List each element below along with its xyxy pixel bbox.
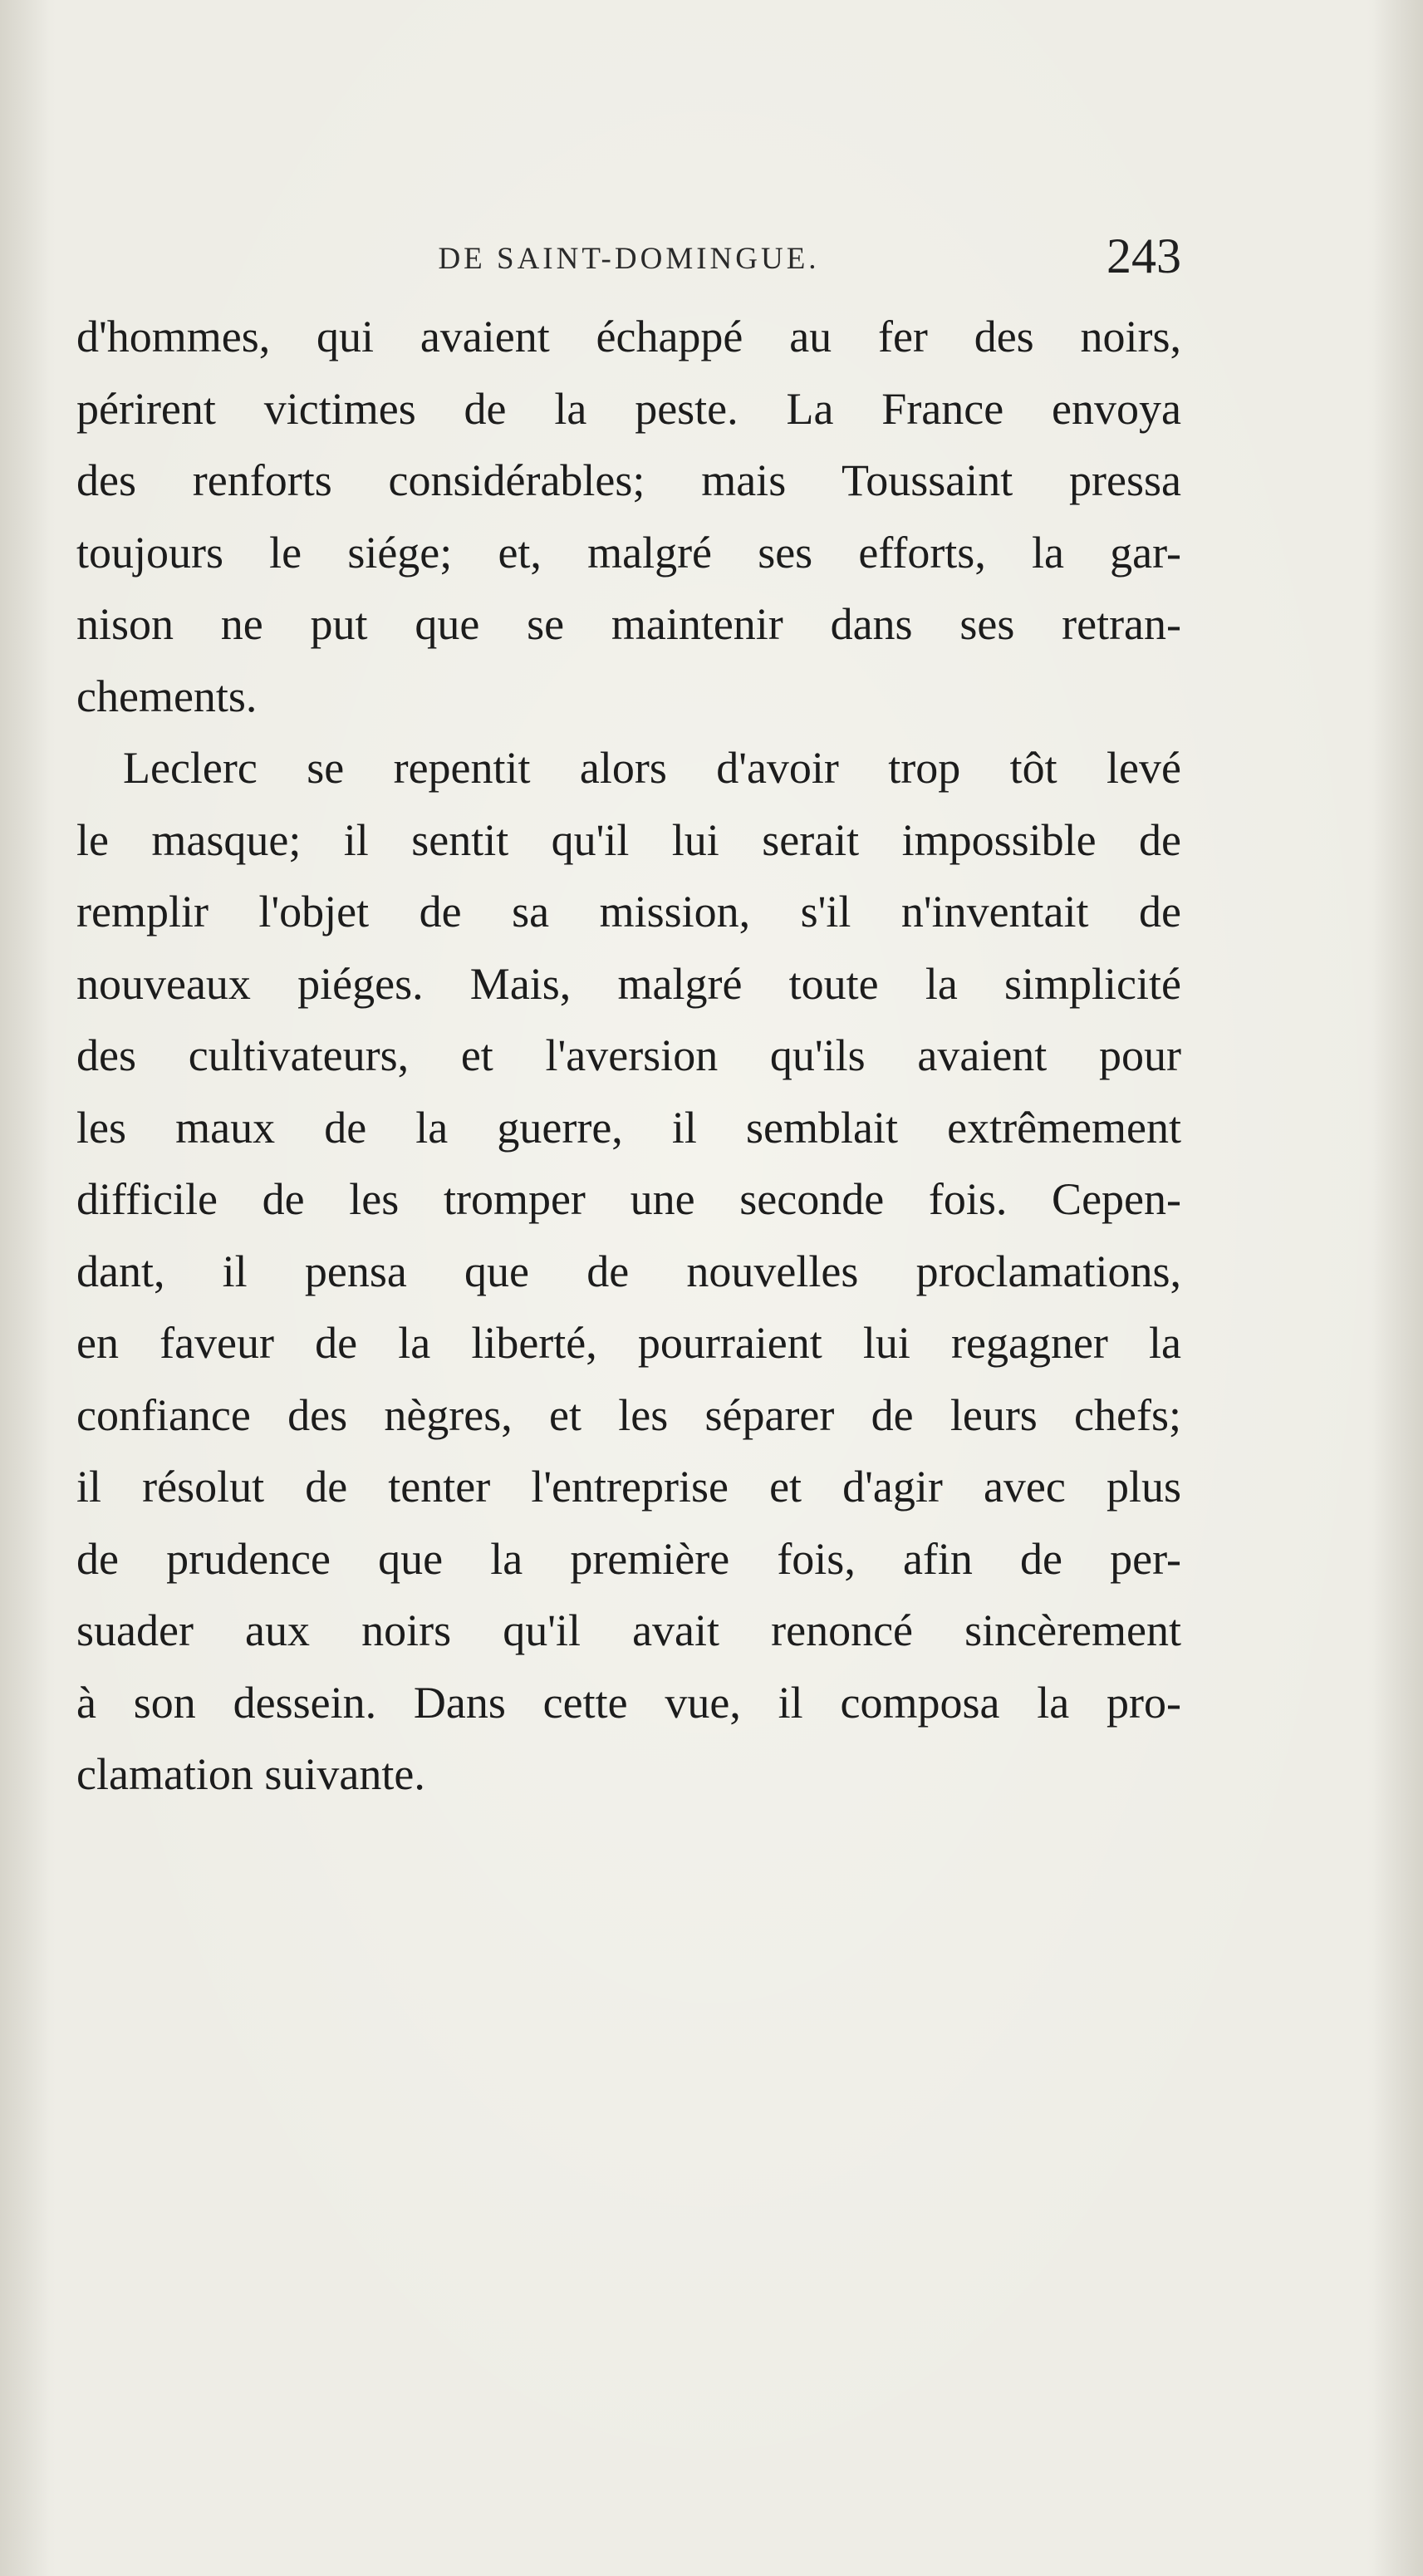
paragraph-1 xyxy=(76,301,1181,732)
text-line: périrent victimes de la peste. La France envoya xyxy=(76,383,1181,434)
running-head: DE SAINT-DOMINGUE. xyxy=(438,242,820,276)
text-line: à son dessein. Dans cette vue, il composa la pro- xyxy=(76,1677,1181,1728)
text-line: chements. xyxy=(76,671,258,721)
text-line: il résolut de tenter l'entreprise et d'agir avec plus xyxy=(76,1462,1181,1512)
text-line: clamation suivante. xyxy=(76,1749,425,1799)
text-line: des cultivateurs, et l'aversion qu'ils avaient pour xyxy=(76,1030,1181,1080)
text-line: nison ne put que se maintenir dans ses retran- xyxy=(76,599,1181,649)
text-line: le masque; il sentit qu'il lui serait impossible de xyxy=(76,814,1181,865)
page-header xyxy=(76,229,1181,299)
text-line: suader aux noirs qu'il avait renoncé sincèrement xyxy=(76,1605,1181,1655)
text-line: confiance des nègres, et les séparer de leurs chefs; xyxy=(76,1389,1181,1440)
page-edge-shadow-right xyxy=(1373,0,1423,2576)
text-line: difficile de les tromper une seconde fois. Cepen- xyxy=(76,1174,1181,1224)
text-line: d'hommes, qui avaient échappé au fer des noirs, xyxy=(76,312,1181,361)
page-number: 243 xyxy=(1107,229,1181,283)
page-edge-shadow-left xyxy=(0,0,50,2576)
body-text xyxy=(76,301,1181,1811)
text-line: de prudence que la première fois, afin de per- xyxy=(76,1533,1181,1584)
text-line: dant, il pensa que de nouvelles proclamations, xyxy=(76,1246,1181,1296)
text-line: Leclerc se repentit alors d'avoir trop tôt levé xyxy=(123,743,1181,793)
text-line: remplir l'objet de sa mission, s'il n'inventait de xyxy=(76,887,1181,937)
paragraph-2 xyxy=(76,732,1181,1811)
text-line: les maux de la guerre, il semblait extrêmement xyxy=(76,1102,1181,1153)
text-line: des renforts considérables; mais Toussaint pressa xyxy=(76,455,1181,505)
text-line: en faveur de la liberté, pourraient lui regagner la xyxy=(76,1318,1181,1368)
text-line: toujours le siége; et, malgré ses efforts, la gar- xyxy=(76,527,1181,578)
text-line: nouveaux piéges. Mais, malgré toute la simplicité xyxy=(76,958,1181,1009)
